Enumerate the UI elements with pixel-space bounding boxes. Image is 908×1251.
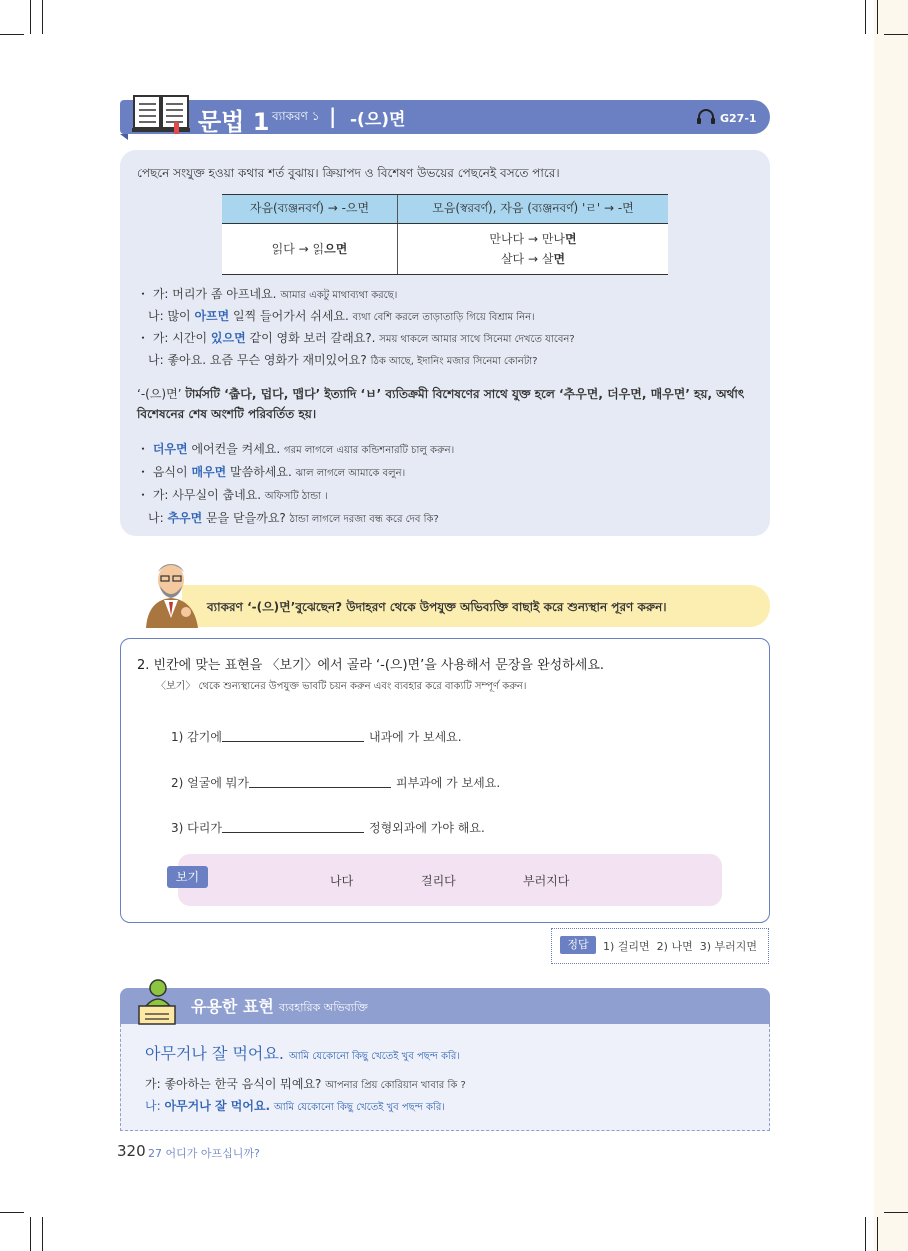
header-separator: | <box>329 104 337 128</box>
table-base: 살다 → 살 <box>500 252 554 266</box>
grammar-subtitle: ব্যাকরণ ১ <box>272 109 320 123</box>
page-number: 320 <box>117 1142 146 1160</box>
note-pattern: ‘-(으)면’ <box>137 387 186 401</box>
exercise-item-post: 정형외과에 가야 해요. <box>369 821 485 835</box>
example-translation: ঠিক আছে, ইদানিং মজার সিনেমা কোনটা? <box>370 356 538 367</box>
page-edge-strip <box>874 0 908 1251</box>
example-line <box>148 351 538 371</box>
option-item: 나다 <box>330 874 354 888</box>
header-ribbon-fold <box>120 134 128 140</box>
example-line <box>137 440 454 460</box>
exercise-item-pre: 1) 감기에 <box>171 730 222 744</box>
exercise-item-pre: 2) 얼굴에 뭐가 <box>171 776 249 790</box>
crop-mark <box>884 1212 908 1213</box>
grammar-title: 문법 1 <box>198 108 270 136</box>
table-base: 만나다 → 만나 <box>489 232 566 246</box>
crop-mark <box>30 1217 31 1251</box>
example-highlight: 추우면 <box>167 511 203 525</box>
bullet: ・ <box>137 465 150 479</box>
useful-headline: 아무거나 잘 먹어요. <box>145 1044 284 1063</box>
example-translation: ঠান্ডা লাগলে দরজা বন্ধ করে দেব কি? <box>289 514 439 525</box>
example-korean: 에어컨을 켜세요. <box>187 442 281 456</box>
crop-mark <box>877 0 878 34</box>
answer-blank[interactable] <box>249 787 391 788</box>
answer-text: 1) 걸리면 2) 나면 3) 부러지면 <box>603 940 757 953</box>
example-line <box>137 285 397 305</box>
grammar-pattern: -(으)면 <box>350 110 406 130</box>
example-translation: ঝাল লাগলে আমাকে বলুন। <box>295 468 406 479</box>
chapter-title: 27 어디가 아프십니까? <box>148 1147 260 1160</box>
table-suffix: 으면 <box>324 242 348 256</box>
crop-mark <box>42 1217 43 1251</box>
example-translation: অফিসটি ঠান্ডা । <box>264 491 328 502</box>
useful-subtitle: ব্যবহারিক অভিব্যক্তি <box>279 1001 368 1014</box>
option-item: 부러지다 <box>523 874 570 888</box>
exercise-title: 2. 빈칸에 맞는 표현을 〈보기〉에서 골라 ‘-(으)면’을 사용해서 문장을 완성하세요. <box>137 658 605 673</box>
table-suffix: 면 <box>565 232 577 246</box>
example-korean: 같이 영화 보러 갈래요?. <box>245 331 376 345</box>
teacher-icon <box>140 556 202 628</box>
bullet: ・ <box>137 488 150 502</box>
useful-dialog-line <box>145 1075 466 1095</box>
table-base: 읽다 → 읽 <box>271 242 325 256</box>
table-cell-vowel <box>398 224 669 275</box>
dialog-speaker: 나: <box>145 1099 165 1113</box>
grammar-explanation: পেছনে সংযুক্ত হওয়া কথার শর্ত বুঝায়। ক্রিয়াপদ ও বিশেষণ উভয়ের পেছনেই বসতে পারে। <box>137 166 560 180</box>
crop-mark <box>877 1217 878 1251</box>
example-highlight: 매우면 <box>191 465 227 479</box>
grammar-note-line2: বিশেষনের শেষ অংশটি পরিবর্তিত হয়। <box>137 407 317 421</box>
conjugation-table <box>222 194 668 275</box>
answer-blank[interactable] <box>222 741 364 742</box>
example-translation: সময় থাকলে আমার সাথে সিনেমা দেখতে যাবেন? <box>379 334 575 345</box>
exercise-item-post: 피부과에 가 보세요. <box>396 776 501 790</box>
crop-mark <box>884 34 908 35</box>
crop-mark <box>30 0 31 34</box>
bullet: ・ <box>137 442 150 456</box>
useful-headline-line <box>145 1041 460 1066</box>
example-translation: ব্যথা বেশি করলে তাড়াতাড়ি গিয়ে বিশ্রাম নিন। <box>352 312 535 323</box>
bullet: ・ <box>137 331 150 345</box>
crop-mark <box>865 0 866 34</box>
example-line <box>148 307 535 327</box>
example-highlight: 있으면 <box>210 331 246 345</box>
crop-mark <box>42 0 43 34</box>
example-korean: 문을 닫을까요? <box>202 511 286 525</box>
example-translation: আমার একটু মাথাব্যথা করছে। <box>280 290 398 301</box>
example-highlight: 아프면 <box>194 309 230 323</box>
prompt-text: ব্যাকরণ ‘-(으)면’বুঝেছেন? উদাহরণ থেকে উপযুক্ত অভিব্যক্তি বাছাই করে শুন্যস্থান পূরণ করুন। <box>207 600 667 614</box>
headphone-icon[interactable] <box>697 109 715 125</box>
example-korean: 음식이 <box>152 465 192 479</box>
example-line <box>148 509 439 529</box>
answer-label: 정답 <box>560 936 596 954</box>
answer-blank[interactable] <box>222 832 364 833</box>
example-korean: 말씀하세요. <box>226 465 292 479</box>
bullet: ・ <box>137 287 150 301</box>
exercise-item-pre: 3) 다리가 <box>171 821 222 835</box>
example-line <box>137 486 328 506</box>
example-highlight: 더우면 <box>152 442 188 456</box>
example-translation: গরম লাগলে এয়ার কন্ডিশনারটি চালু করুন। <box>284 445 455 456</box>
example-line <box>137 329 575 349</box>
dialog-highlight: 아무거나 잘 먹어요. <box>164 1099 271 1113</box>
table-header-vowel: 모음(স্বরবর্ণ), 자음 (ব্যঞ্জনবর্ণ) 'ㄹ' → -면 <box>398 195 669 224</box>
crop-mark <box>0 1212 24 1213</box>
grammar-note <box>137 385 744 406</box>
note-text: টার্মসটি ‘춥다, 덥다, 맵다’ ইত্যাদি ‘ㅂ’ ব্যতিক্রমী বিশেষণের সাথে যুক্ত হলে ‘추우면, 더우면, 매우면’ হয়, অর্থাৎ <box>185 387 745 401</box>
table-suffix: 면 <box>553 252 566 266</box>
book-icon <box>132 92 190 134</box>
podium-icon <box>136 978 178 1026</box>
dialog-korean: 가: 좋아하는 한국 음식이 뭐예요? <box>145 1077 322 1091</box>
example-korean: 나: 많이 <box>148 309 195 323</box>
table-cell-consonant <box>222 224 398 275</box>
example-korean: 나: <box>148 511 168 525</box>
useful-headline-translation: আমি যেকোনো কিছু খেতেই খুব পছন্দ করি। <box>289 1051 460 1062</box>
options-label: 보기 <box>167 866 208 888</box>
example-korean: 일찍 들어가서 쉬세요. <box>229 309 349 323</box>
example-korean: 가: 사무실이 춥네요. <box>152 488 262 502</box>
crop-mark <box>0 34 24 35</box>
audio-track-code[interactable]: G27-1 <box>720 112 757 125</box>
crop-mark <box>865 1217 866 1251</box>
example-korean: 가: 시간이 <box>152 331 211 345</box>
example-korean: 나: 좋아요. 요즘 무슨 영화가 재미있어요? <box>148 353 367 367</box>
example-korean: 가: 머리가 좀 아프네요. <box>152 287 277 301</box>
dialog-translation: আপনার প্রিয় কোরিয়ান খাবার কি ? <box>325 1080 466 1091</box>
exercise-instruction: 〈보기〉 থেকে শুন্যস্থানের উপযুক্ত ভাবটি চয়ন করুন এবং ব্যবহার করে বাক্যটি সম্পূর্ণ করুন। <box>156 681 527 692</box>
example-line <box>137 463 405 483</box>
useful-title: 유용한 표현 <box>191 997 274 1016</box>
option-item: 걸리다 <box>421 874 456 888</box>
table-header-consonant: 자음(ব্যঞ্জনবর্ণ) → -으면 <box>222 195 398 224</box>
dialog-translation: আমি যেকোনো কিছু খেতেই খুব পছন্দ করি। <box>273 1102 445 1113</box>
exercise-item-post: 내과에 가 보세요. <box>369 730 462 744</box>
useful-dialog-line <box>145 1097 445 1117</box>
